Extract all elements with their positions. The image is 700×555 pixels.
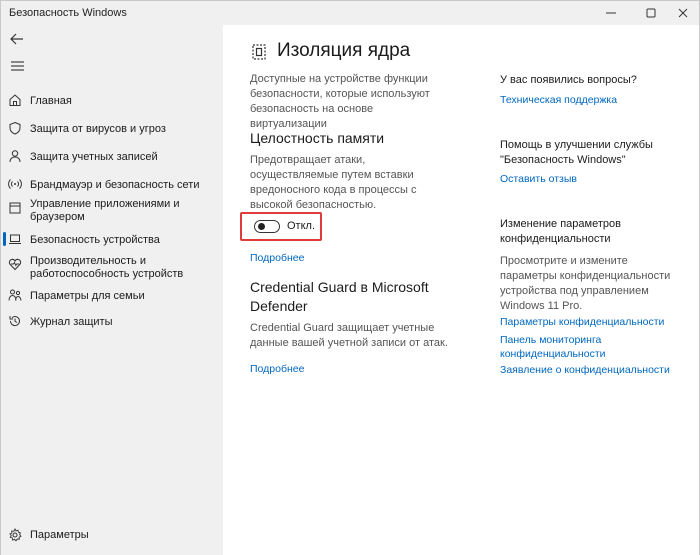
sidebar-item-device-performance[interactable] [1,255,223,285]
sidebar-item-label: Журнал защиты [30,316,113,328]
title-bar [1,1,699,25]
laptop-icon [8,232,22,246]
sidebar-item-label: Параметры [30,529,89,541]
sidebar-item-label: Брандмауэр и безопасность сети [30,179,200,191]
maximize-icon [646,8,656,18]
history-icon [8,314,22,328]
memory-integrity-more-link[interactable]: Подробнее [250,252,305,264]
sidebar-item-label: Производительность и работоспособность устройств [30,255,184,280]
sidebar-item-app-browser-control[interactable] [1,197,223,227]
sidebar-item-account-protection[interactable] [1,147,223,167]
privacy-statement-link[interactable]: Заявление о конфиденциальности [500,364,670,376]
gear-icon [8,528,22,542]
hamburger-menu-button[interactable] [7,58,27,74]
privacy-heading: Изменение параметров конфиденциальности [500,218,621,245]
tech-support-link[interactable]: Техническая поддержка [500,94,618,106]
improve-heading: Помощь в улучшении службы "Безопасность Windows" [500,139,653,166]
memory-integrity-description: Предотвращает атаки, осуществляемые путем вставки вредоносного кода в процессы с высокой безопасностью. [250,154,417,211]
sidebar-item-label: Главная [30,95,72,107]
credential-guard-description: Credential Guard защищает учетные данные вашей учетной записи от атак. [250,322,448,349]
home-icon [8,93,22,107]
credential-guard-heading: Credential Guard в Microsoft Defender [250,279,429,314]
memory-integrity-heading: Целостность памяти [250,130,385,146]
privacy-dashboard-link[interactable]: Панель мониторинга конфиденциальности [500,334,606,360]
main-content [223,25,699,555]
sidebar-item-firewall[interactable] [1,175,223,195]
core-isolation-icon [250,42,268,62]
sidebar-item-home[interactable] [1,91,223,111]
sidebar-item-virus-protection[interactable] [1,119,223,139]
sidebar-item-settings[interactable] [1,525,223,545]
person-icon [8,149,22,163]
memory-integrity-toggle[interactable] [254,220,280,233]
close-button[interactable] [666,1,700,25]
back-button[interactable] [7,31,27,47]
wifi-icon [8,177,22,191]
sidebar-item-device-security[interactable] [1,230,223,250]
intro-text: Доступные на устройстве функции безопасности, которые используют безопасность на основе виртуализации [250,73,430,130]
sidebar-item-label: Защита учетных записей [30,151,158,163]
sidebar [1,25,223,555]
app-window-icon [8,201,22,215]
feedback-link[interactable]: Оставить отзыв [500,173,577,185]
window-title: Безопасность Windows [9,7,127,19]
sidebar-item-label: Безопасность устройства [30,234,160,246]
toggle-state-label: Откл. [287,220,316,232]
sidebar-item-protection-history[interactable] [1,312,223,332]
maximize-button[interactable] [634,1,668,25]
questions-heading: У вас появились вопросы? [500,74,637,86]
close-icon [678,8,688,18]
privacy-settings-link[interactable]: Параметры конфиденциальности [500,316,665,328]
privacy-description: Просмотрите и измените параметры конфиденциальности устройства под управлением Windows 11 Pro. [500,255,671,312]
sidebar-item-label: Защита от вирусов и угроз [30,123,166,135]
sidebar-item-label: Управление приложениями и браузером [30,198,180,223]
shield-icon [8,121,22,135]
page-title: Изоляция ядра [277,40,411,61]
minimize-button[interactable] [594,1,628,25]
credential-guard-more-link[interactable]: Подробнее [250,363,305,375]
sidebar-item-label: Параметры для семьи [30,290,145,302]
hamburger-icon [11,61,24,71]
back-arrow-icon [10,33,24,45]
minimize-icon [606,8,616,18]
heart-icon [8,257,22,271]
toggle-knob [258,223,265,230]
sidebar-item-family-options[interactable] [1,286,223,306]
family-icon [8,288,22,302]
